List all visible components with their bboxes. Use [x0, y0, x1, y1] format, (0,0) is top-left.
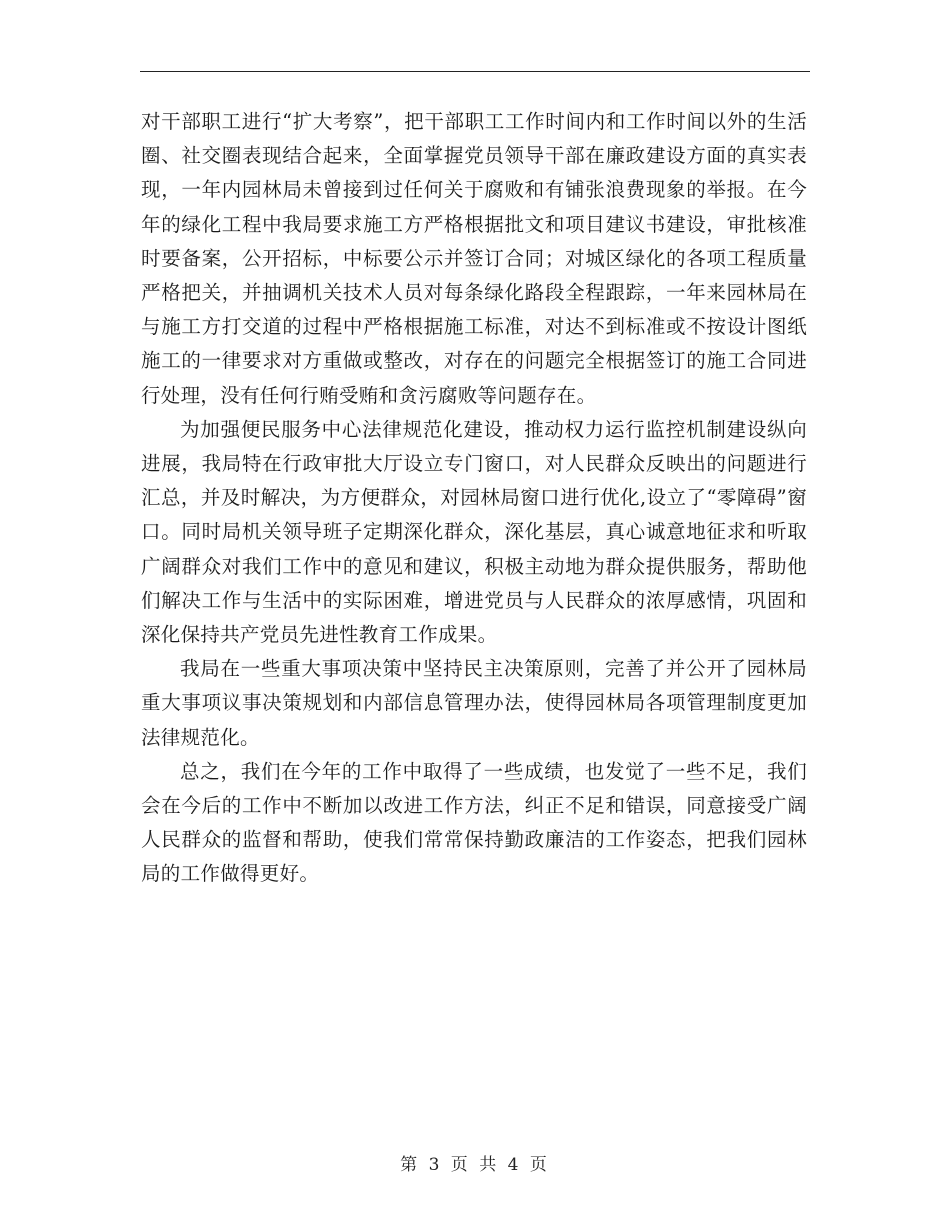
- paragraph-2: 为加强便民服务中心法律规范化建设，推动权力运行监控机制建设纵向进展，我局特在行政审批大厅设立专门窗口，对人民群众反映出的问题进行汇总，并及时解决，为方便群众，对园林局窗口进行优化,设立了“零障碍”窗口。同时局机关领导班子定期深化群众，深化基层，真心诚意地征求和听取广阔群众对我们工作中的意见和建议，积极主动地为群众提供服务，帮助他们解决工作与生活中的实际困难，增进党员与人民群众的浓厚感情，巩固和深化保持共产党员先进性教育工作成果。: [141, 417, 807, 647]
- page-number-footer: 第 3 页 共 4 页: [400, 1155, 550, 1175]
- paragraph-1: 对干部职工进行“扩大考察”，把干部职工工作时间内和工作时间以外的生活圈、社交圈表现结合起来，全面掌握党员领导干部在廉政建设方面的真实表现，一年内园林局未曾接到过任何关于腐败和有铺张浪费现象的举报。在今年的绿化工程中我局要求施工方严格根据批文和项目建议书建设，审批核准时要备案，公开招标，中标要公示并签订合同；对城区绿化的各项工程质量严格把关，并抽调机关技术人员对每条绿化路段全程跟踪，一年来园林局在与施工方打交道的过程中严格根据施工标准，对达不到标准或不按设计图纸施工的一律要求对方重做或整改，对存在的问题完全根据签订的施工合同进行处理，没有任何行贿受贿和贪污腐败等问题存在。: [141, 110, 807, 407]
- document-body: [141, 105, 807, 892]
- paragraph-4: 总之，我们在今年的工作中取得了一些成绩，也发觉了一些不足，我们会在今后的工作中不断加以改进工作方法，纠正不足和错误，同意接受广阔人民群众的监督和帮助，使我们常常保持勤政廉洁的工作姿态，把我们园林局的工作做得更好。: [141, 759, 807, 886]
- paragraph-3: 我局在一些重大事项决策中坚持民主决策原则，完善了并公开了园林局重大事项议事决策规划和内部信息管理办法，使得园林局各项管理制度更加法律规范化。: [141, 657, 807, 749]
- header-rule: [140, 71, 810, 72]
